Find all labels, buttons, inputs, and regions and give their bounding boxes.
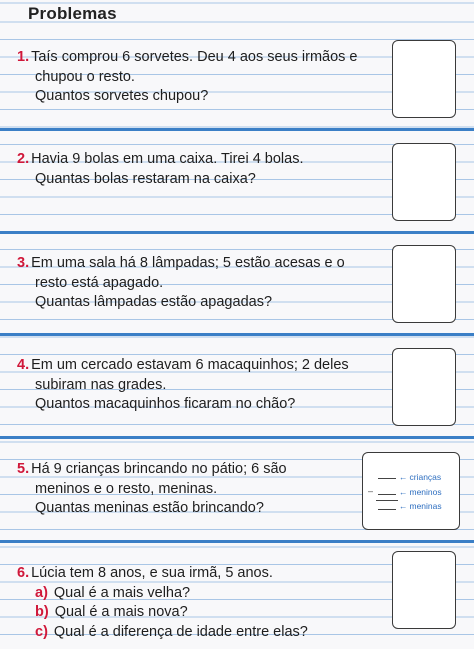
sum-line (376, 500, 398, 501)
problem-question: Quantas bolas restaram na caixa? (35, 170, 256, 187)
problem-number: 1. (17, 49, 30, 65)
problem-1 (17, 48, 387, 107)
minus-sign: – (368, 486, 374, 496)
subquestion-letter: c) (35, 623, 48, 640)
blank-line[interactable] (378, 478, 396, 479)
problem-2 (17, 150, 387, 189)
problem-text-line: Lúcia tem 8 anos, e sua irmã, 5 anos. (31, 565, 273, 581)
blank-line[interactable] (378, 494, 396, 495)
problem-number: 3. (17, 255, 30, 271)
problem-number: 2. (17, 151, 30, 167)
problem-number: 5. (17, 461, 30, 477)
subquestion-c: c) Qual é a diferença de idade entre elas? (35, 623, 308, 640)
problem-3 (17, 254, 387, 313)
problem-5 (17, 460, 387, 519)
answer-box-1[interactable] (392, 40, 456, 118)
problem-4 (17, 356, 387, 415)
problem-text-line: Havia 9 bolas em uma caixa. Tirei 4 bolas. (31, 151, 304, 167)
separator (0, 333, 474, 336)
problem-text-line: Há 9 crianças brincando no pátio; 6 são (31, 461, 287, 477)
arrow-left-icon: ← (399, 501, 408, 511)
problem-6 (17, 564, 387, 642)
subquestion-a: a) Qual é a mais velha? (35, 584, 191, 601)
page-title: Problemas (28, 4, 117, 23)
separator (0, 231, 474, 234)
label-criancas: ← crianças (399, 472, 442, 482)
answer-box-4[interactable] (392, 348, 456, 426)
subquestion-letter: b) (35, 604, 49, 620)
problem-question: Quantas meninas estão brincando? (35, 500, 264, 516)
separator (0, 128, 474, 131)
problem-question: Quantos sorvetes chupou? (35, 88, 209, 104)
separator (0, 540, 474, 543)
problem-text-line: resto está apagado. (35, 274, 164, 291)
problem-number: 6. (17, 565, 30, 581)
subquestion-letter: a) (35, 584, 48, 601)
separator (0, 436, 474, 439)
answer-box-3[interactable] (392, 245, 456, 323)
label-meninas: ← meninas (399, 501, 442, 511)
problem-number: 4. (17, 357, 30, 373)
problem-text-line: chupou o resto. (35, 68, 135, 85)
subquestion-b: b) Qual é a mais nova? (35, 604, 188, 620)
arrow-left-icon: ← (399, 487, 408, 497)
problem-question: Quantas lâmpadas estão apagadas? (35, 294, 273, 310)
label-meninos: ← meninos (399, 487, 442, 497)
problem-text-line: subiram nas grades. (35, 376, 167, 393)
problem-question: Quantos macaquinhos ficaram no chão? (35, 396, 296, 412)
problem-text-line: meninos e o resto, meninas. (35, 480, 218, 497)
problem-text-line: Em um cercado estavam 6 macaquinhos; 2 deles (31, 357, 349, 373)
answer-box-2[interactable] (392, 143, 456, 221)
problem-text-line: Taís comprou 6 sorvetes. Deu 4 aos seus irmãos e (31, 49, 358, 65)
answer-box-6[interactable] (392, 551, 456, 629)
arrow-left-icon: ← (399, 472, 408, 482)
problem-text-line: Em uma sala há 8 lâmpadas; 5 estão acesas e o (31, 255, 345, 271)
blank-line[interactable] (378, 509, 396, 510)
